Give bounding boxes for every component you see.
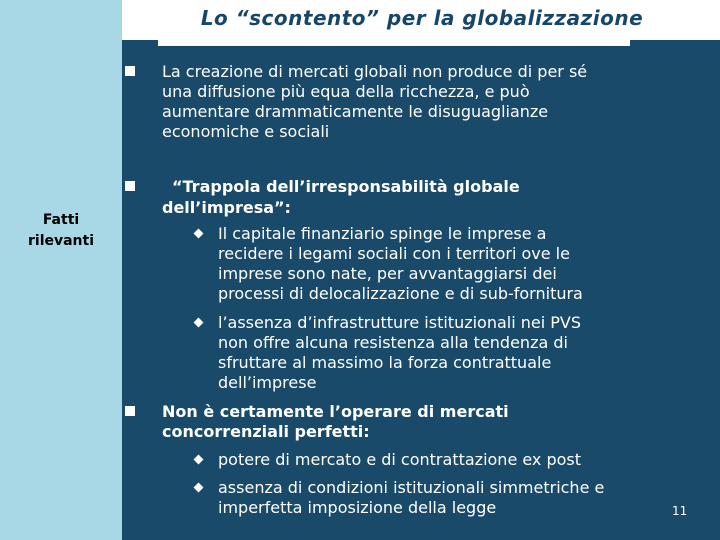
sub-bullet-diamond-2-1 [194, 229, 204, 239]
bullet-1-line-2: una diffusione più equa della ricchezza, e può [162, 82, 530, 101]
bullet-1-line-4: economiche e sociali [162, 122, 330, 141]
bullet-square-3 [125, 406, 135, 416]
bullet-square-1 [125, 66, 135, 76]
sub-bullet-2-1-line-1: Il capitale finanziario spinge le imprese a [218, 224, 547, 243]
page-number: 11 [672, 504, 688, 518]
sub-bullet-2-1-line-2: recidere i legami sociali con i territori ove le [218, 244, 570, 263]
side-label-line2: rilevanti [27, 233, 95, 249]
sub-bullet-2-1-line-4: processi di delocalizzazione e di sub-fornitura [218, 284, 583, 303]
bullet-3-text [162, 402, 509, 442]
sub-bullet-2-2-text [218, 313, 581, 393]
bullet-3-line-1: Non è certamente l’operare di mercati [162, 402, 509, 421]
bullet-square-2 [125, 181, 135, 191]
sub-bullet-3-2-text [218, 478, 604, 518]
bullet-3-line-2: concorrenziali perfetti: [162, 422, 370, 441]
sub-bullet-2-2-line-3: sfruttare al massimo la forza contrattuale [218, 353, 552, 372]
left-sidebar-panel [0, 0, 122, 540]
sub-bullet-2-1-text [218, 224, 583, 304]
side-label [8, 210, 114, 252]
bullet-1-line-3: aumentare drammaticamente le disuguaglianze [162, 102, 549, 121]
sub-bullet-2-2-line-4: dell’imprese [218, 373, 317, 392]
sub-bullet-3-2-line-1: assenza di condizioni istituzionali simmetriche e [218, 478, 605, 497]
bullet-2-line-1: “Trappola dell’irresponsabilità globale [172, 177, 520, 196]
sub-bullet-diamond-3-2 [194, 483, 204, 493]
sub-bullet-3-2-line-2: imperfetta imposizione della legge [218, 498, 497, 517]
sub-bullet-2-2-line-2: non offre alcuna resistenza alla tendenza di [218, 333, 568, 352]
sub-bullet-2-1-line-3: imprese sono nate, per avvantaggiarsi dei [218, 264, 557, 283]
title-underline [158, 40, 630, 46]
bullet-1-text [162, 62, 587, 142]
sub-bullet-diamond-2-2 [194, 318, 204, 328]
bullet-1-line-1: La creazione di mercati globali non produce di per sé [162, 62, 588, 81]
slide-title: Lo “scontento” per la globalizzazione [200, 6, 644, 30]
sub-bullet-2-2-line-1: l’assenza d’infrastrutture istituzionali nei PVS [218, 313, 582, 332]
sub-bullet-diamond-3-1 [194, 455, 204, 465]
bullet-2-line-2: dell’impresa”: [162, 198, 291, 217]
sub-bullet-3-1-line-1: potere di mercato e di contrattazione ex post [218, 450, 582, 469]
side-label-line1: Fatti [42, 212, 80, 228]
